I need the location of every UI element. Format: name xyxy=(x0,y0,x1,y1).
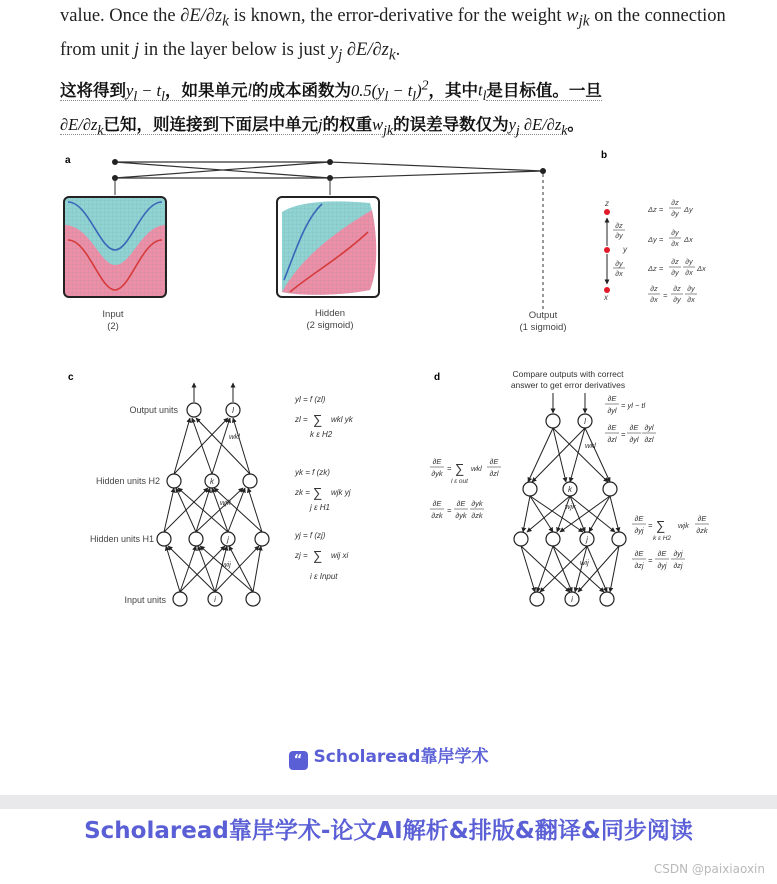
svg-text:k ε H2: k ε H2 xyxy=(310,430,333,439)
svg-text:∂zj: ∂zj xyxy=(634,561,644,570)
svg-text:∑: ∑ xyxy=(313,485,323,500)
svg-text:∂yl: ∂yl xyxy=(607,406,617,415)
backprop-figure xyxy=(0,140,777,660)
svg-text:Output: Output xyxy=(528,310,558,321)
svg-text:∂E: ∂E xyxy=(489,457,499,466)
forward-pass-network xyxy=(90,383,269,606)
svg-text:Δx: Δx xyxy=(684,235,693,244)
svg-text:yj = f (zj): yj = f (zj) xyxy=(295,531,326,540)
svg-text:zl =: zl = xyxy=(295,415,308,424)
panel-c-label: c xyxy=(68,372,74,383)
svg-text:Hidden units H1: Hidden units H1 xyxy=(89,534,154,544)
svg-text:l ε out: l ε out xyxy=(451,478,468,485)
svg-text:∂E: ∂E xyxy=(456,499,466,508)
svg-text:k: k xyxy=(568,485,572,494)
svg-text:∂E: ∂E xyxy=(607,423,617,432)
panel-d-caption xyxy=(511,369,625,390)
svg-text:Input units: Input units xyxy=(124,595,166,605)
svg-text:k ε H2: k ε H2 xyxy=(653,535,672,542)
svg-text:∂z: ∂z xyxy=(671,257,679,266)
svg-text:Δy =: Δy = xyxy=(648,235,664,244)
svg-text:∂E: ∂E xyxy=(697,514,707,523)
brand-name: Scholaread靠岸学术 xyxy=(313,747,489,767)
chain-rule-diagram xyxy=(603,198,706,304)
svg-text:∂yj: ∂yj xyxy=(657,561,667,570)
svg-text:wij: wij xyxy=(580,558,589,567)
svg-text:answer to get error derivative: answer to get error derivatives xyxy=(510,380,626,390)
svg-text:wjk: wjk xyxy=(220,498,231,507)
svg-text:wkl: wkl xyxy=(585,441,596,450)
chinese-paragraph: 这将得到$y_l - t_l$，如果单元l的成本函数为$0.5(y_l - t_l)^2$，其中$t_l$是目标值。一旦 $\partial E/\partial z_k$已知，则连接到下面层中单元j的权重$w_{jk}$的误差导数仅为$y_j$ $\partial E/\partial z_k$。 xyxy=(60,77,602,138)
english-paragraph: value. Once the $\partial E/\partial z_k$ is known, the error-derivative for the weight $w_{jk}$ on the connection from unit j in the layer below is just $y_j$ $\partial E/\partial z_k$. xyxy=(60,6,726,64)
svg-text:∂yj: ∂yj xyxy=(673,549,683,558)
svg-text:∂zk: ∂zk xyxy=(471,511,483,520)
svg-text:= yl − tl: = yl − tl xyxy=(621,401,646,410)
svg-text:∂y: ∂y xyxy=(671,209,679,218)
svg-text:=: = xyxy=(447,464,452,473)
svg-text:Hidden units H2: Hidden units H2 xyxy=(95,476,160,486)
svg-text:∑: ∑ xyxy=(313,548,323,563)
panel-b-label: b xyxy=(601,150,608,161)
svg-text:Δz =: Δz = xyxy=(648,205,664,214)
panel-a-captions xyxy=(102,308,566,333)
svg-text:(1 sigmoid): (1 sigmoid) xyxy=(519,322,567,333)
svg-text:∂yk: ∂yk xyxy=(471,499,483,508)
svg-text:∂y: ∂y xyxy=(687,284,695,293)
svg-text:∂zl: ∂zl xyxy=(644,435,654,444)
input-space-plot xyxy=(64,197,166,297)
svg-text:wkl: wkl xyxy=(471,464,482,473)
svg-text:y: y xyxy=(623,245,627,254)
svg-text:wkl: wkl xyxy=(229,432,240,441)
scholaread-brand[interactable] xyxy=(0,742,777,770)
figure xyxy=(0,140,777,660)
svg-text:Output units: Output units xyxy=(129,405,178,415)
svg-text:wij xi: wij xi xyxy=(331,551,349,560)
svg-text:zk =: zk = xyxy=(295,488,310,497)
panel-d-label: d xyxy=(434,372,441,383)
svg-text:j: j xyxy=(586,535,588,544)
svg-text:∂yj: ∂yj xyxy=(634,526,644,535)
forward-pass-equations xyxy=(294,395,354,581)
svg-text:∂E: ∂E xyxy=(657,549,667,558)
svg-text:∂x: ∂x xyxy=(650,295,658,304)
svg-text:∂y: ∂y xyxy=(673,295,681,304)
svg-text:∂y: ∂y xyxy=(615,259,623,268)
svg-text:∂E: ∂E xyxy=(634,549,644,558)
svg-text:∂zl: ∂zl xyxy=(607,435,617,444)
svg-text:=: = xyxy=(663,291,668,300)
svg-text:∂x: ∂x xyxy=(687,295,695,304)
svg-text:=: = xyxy=(648,521,653,530)
svg-text:∂z: ∂z xyxy=(673,284,681,293)
svg-text:∂y: ∂y xyxy=(671,268,679,277)
svg-text:∂y: ∂y xyxy=(615,231,623,240)
svg-text:(2 sigmoid): (2 sigmoid) xyxy=(306,320,354,331)
svg-text:∂E: ∂E xyxy=(432,499,442,508)
svg-text:∂yl: ∂yl xyxy=(644,423,654,432)
csdn-watermark: CSDN @paixiaoxin xyxy=(653,862,765,876)
panel-a-label: a xyxy=(65,155,71,166)
svg-text:∂zj: ∂zj xyxy=(673,561,683,570)
quote-logo-icon: “ xyxy=(289,751,308,770)
svg-text:Δz =: Δz = xyxy=(648,264,664,273)
svg-text:zj =: zj = xyxy=(295,551,308,560)
svg-text:∂z: ∂z xyxy=(615,221,623,230)
svg-text:=: = xyxy=(621,430,626,439)
svg-text:∂zl: ∂zl xyxy=(489,469,499,478)
svg-text:Δy: Δy xyxy=(684,205,693,214)
svg-text:wij: wij xyxy=(222,560,231,569)
svg-text:∂x: ∂x xyxy=(685,268,693,277)
svg-text:∂y: ∂y xyxy=(685,257,693,266)
svg-text:∂E: ∂E xyxy=(607,394,617,403)
svg-text:j ε H1: j ε H1 xyxy=(310,503,330,512)
svg-text:∂E: ∂E xyxy=(634,514,644,523)
svg-text:(2): (2) xyxy=(107,321,119,332)
svg-text:∂z: ∂z xyxy=(671,198,679,207)
svg-text:∂yl: ∂yl xyxy=(629,435,639,444)
svg-text:i: i xyxy=(214,595,216,604)
divider-band xyxy=(0,795,777,809)
svg-text:∂z: ∂z xyxy=(650,284,658,293)
svg-text:l: l xyxy=(584,417,586,426)
svg-text:wjk yj: wjk yj xyxy=(331,488,351,497)
svg-text:∂yk: ∂yk xyxy=(431,469,443,478)
svg-text:i: i xyxy=(571,595,573,604)
promo-banner[interactable]: Scholaread靠岸学术-论文AI解析&排版&翻译&同步阅读 xyxy=(84,818,693,844)
svg-text:Δx: Δx xyxy=(697,264,706,273)
hidden-space-plot xyxy=(277,197,379,297)
svg-text:yk = f (zk): yk = f (zk) xyxy=(295,468,330,477)
svg-text:Input: Input xyxy=(102,309,124,320)
svg-text:k: k xyxy=(210,477,214,486)
svg-text:∂E: ∂E xyxy=(629,423,639,432)
svg-text:wjk: wjk xyxy=(678,521,689,530)
svg-text:wkl yk: wkl yk xyxy=(331,415,353,424)
svg-text:z: z xyxy=(605,199,609,208)
svg-text:l: l xyxy=(232,406,234,415)
svg-text:∂y: ∂y xyxy=(671,228,679,237)
svg-text:j: j xyxy=(227,535,229,544)
svg-text:Hidden: Hidden xyxy=(314,308,346,319)
svg-text:∂zk: ∂zk xyxy=(696,526,708,535)
svg-text:∑: ∑ xyxy=(656,518,666,533)
svg-text:∂x: ∂x xyxy=(615,269,623,278)
svg-text:∂E: ∂E xyxy=(432,457,442,466)
svg-text:wjk: wjk xyxy=(565,502,576,511)
svg-text:∑: ∑ xyxy=(455,461,465,476)
svg-text:Compare outputs with correct: Compare outputs with correct xyxy=(512,369,624,379)
svg-text:∂x: ∂x xyxy=(671,239,679,248)
svg-text:∂yk: ∂yk xyxy=(455,511,467,520)
svg-text:=: = xyxy=(447,506,452,515)
svg-text:i ε Input: i ε Input xyxy=(310,572,338,581)
svg-text:yl = f (zl): yl = f (zl) xyxy=(295,395,326,404)
svg-text:x: x xyxy=(604,293,608,302)
svg-text:=: = xyxy=(648,556,653,565)
svg-text:∂zk: ∂zk xyxy=(431,511,443,520)
svg-text:∑: ∑ xyxy=(313,412,323,427)
